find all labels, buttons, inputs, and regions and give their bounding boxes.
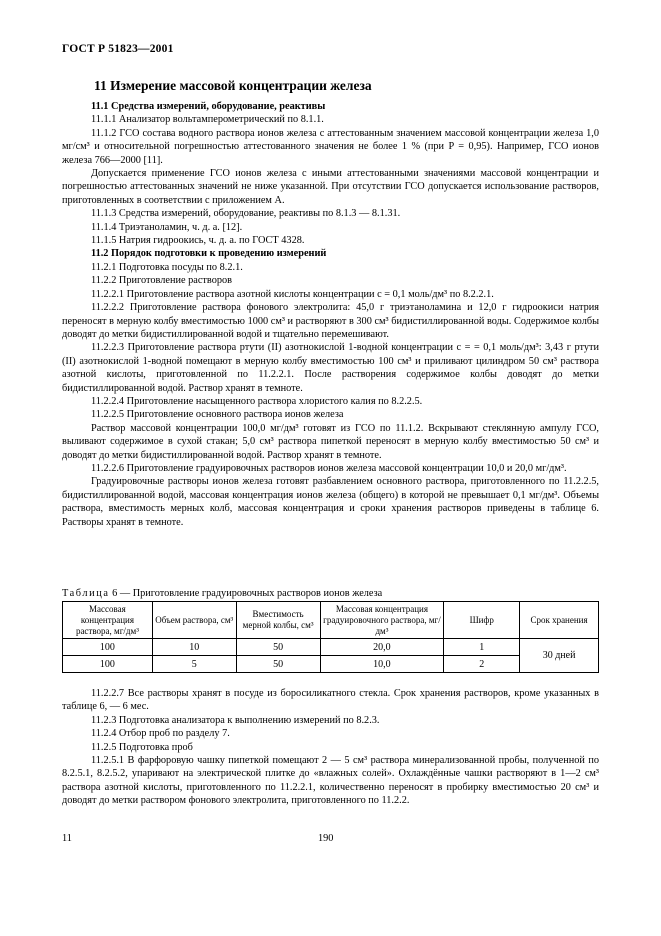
table-cell: 20,0 bbox=[320, 639, 444, 656]
paragraph: 11.2.5.1 В фарфоровую чашку пипеткой помещают 2 — 5 см³ раствора минерализованной пробы, полученной по 8.2.5.1, 8.2.5.2, упаривают на электрической плитке до «влажных солей». Охлаждённые чашки растворяют в 1—2 см³ раствора азотной кислоты, приготовленного по 11.2.2.1, количественно переносят в пробирку вместимостью 20 см³ и доводят до метки раствором фонового электролита, приготовленного по 11.2.2. bbox=[62, 755, 599, 807]
paragraph: 11.2.2.6 Приготовление градуировочных растворов ионов железа массовой концентрации 10,0 и 20,0 мг/дм³. bbox=[91, 462, 567, 474]
table-cell: 50 bbox=[236, 639, 320, 656]
table-header-cell: Массовая концентрация раствора, мг/дм³ bbox=[63, 602, 153, 639]
paragraph: 11.2.2 Приготовление растворов bbox=[91, 275, 233, 287]
standard-header: ГОСТ Р 51823—2001 bbox=[62, 43, 174, 55]
body-text-top bbox=[62, 100, 599, 529]
page-number-center: 190 bbox=[318, 833, 334, 844]
table-caption bbox=[62, 587, 382, 600]
paragraph: Допускается применение ГСО ионов железа с иными аттестованными значениями массовой концентрации и погрешностью аттестованных значений не ниже указанной. При отсутствии ГСО допускается использование растворов, приготовленных в соответствии с приложением А. bbox=[62, 168, 599, 206]
table-cell: 5 bbox=[152, 656, 236, 673]
table-header-cell: Шифр bbox=[444, 602, 520, 639]
table-caption-text: 6 — Приготовление градуировочных растворов ионов железа bbox=[112, 588, 383, 599]
table-header-cell: Объем раствора, см³ bbox=[152, 602, 236, 639]
table-header-cell: Массовая концентрация градуировочного раствора, мг/дм³ bbox=[320, 602, 444, 639]
paragraph: 11.2.2.2 Приготовление раствора фонового электролита: 45,0 г триэтаноламина и 12,0 г гидроокиси натрия переносят в мерную колбу вместимостью 1000 см³ и растворяют в 300 см³ бидистиллированной воды. Содержимое колбы доводят до метки бидистиллированной водой и тщательно перемешивают. bbox=[62, 302, 599, 340]
table-header-row bbox=[63, 602, 599, 639]
paragraph: 11.2.2.1 Приготовление раствора азотной кислоты концентрации c = 0,1 моль/дм³ по 8.2.2.1. bbox=[91, 288, 494, 300]
table-cell: 100 bbox=[63, 656, 153, 673]
table-header-cell: Срок хранения bbox=[520, 602, 599, 639]
paragraph: 11.1.3 Средства измерений, оборудование, реактивы по 8.1.3 — 8.1.31. bbox=[91, 208, 401, 220]
table-row bbox=[63, 639, 599, 656]
table-cell: 10 bbox=[152, 639, 236, 656]
paragraph: 11.2.2.7 Все растворы хранят в посуде из боросиликатного стекла. Срок хранения растворов, кроме указанных в таблице 6, — 6 мес. bbox=[62, 688, 599, 713]
table-caption-word: Таблица bbox=[62, 588, 110, 599]
table-6 bbox=[62, 601, 599, 673]
table-row bbox=[63, 656, 599, 673]
paragraph: 11.2.1 Подготовка посуды по 8.2.1. bbox=[91, 261, 243, 273]
table-cell: 100 bbox=[63, 639, 153, 656]
table-cell: 1 bbox=[444, 639, 520, 656]
paragraph: 11.2.4 Отбор проб по разделу 7. bbox=[91, 728, 230, 740]
paragraph: 11.1.5 Натрия гидроокись, ч. д. а. по ГОСТ 4328. bbox=[91, 235, 305, 247]
subsection-heading: 11.2 Порядок подготовки к проведению измерений bbox=[91, 248, 327, 260]
body-text-bottom bbox=[62, 687, 599, 808]
paragraph: 11.1.1 Анализатор вольтамперометрический по 8.1.1. bbox=[91, 114, 324, 126]
subsection-heading: 11.1 Средства измерений, оборудование, реактивы bbox=[91, 101, 326, 112]
paragraph: 11.2.2.3 Приготовление раствора ртути (II) азотнокислой 1-водной концентрации c = = 0,1 моль/дм³: 3,43 г ртути (II) азотнокислой 1-водной помещают в мерную колбу вместимостью 100 см³ и приливают цилиндром 50 см³ раствора азотной кислоты, приготовленной по 11.2.2.1. После растворения содержимое колбы доводят до метки бидистиллированной водой. Раствор хранят в темноте. bbox=[62, 342, 599, 394]
paragraph: 11.2.2.4 Приготовление насыщенного раствора хлористого калия по 8.2.2.5. bbox=[91, 395, 423, 407]
table-cell-storage: 30 дней bbox=[520, 639, 599, 673]
paragraph: 11.1.2 ГСО состава водного раствора ионов железа с аттестованным значением массовой концентрации железа 1,0 мг/см³ и относительной погрешностью аттестованного значения не более 1 % (при P = 0,95). Например, ГСО ионов железа 766—2000 [11]. bbox=[62, 127, 599, 166]
table-cell: 50 bbox=[236, 656, 320, 673]
section-title: 11 Измерение массовой концентрации железа bbox=[94, 78, 372, 93]
paragraph: 11.2.2.5 Приготовление основного раствора ионов железа bbox=[91, 409, 344, 421]
paragraph: 11.2.3 Подготовка анализатора к выполнению измерений по 8.2.3. bbox=[91, 714, 380, 726]
paragraph: 11.1.4 Триэтаноламин, ч. д. а. [12]. bbox=[91, 221, 243, 233]
paragraph: Раствор массовой концентрации 100,0 мг/дм³ готовят из ГСО по 11.1.2. Вскрывают стеклянную ампулу ГСО, выливают содержимое в сухой стакан; 5,0 см³ раствора пипеткой переносят в мерную колбу вместимостью 50 см³ и доводят до метки бидистиллированной водой. Раствор хранят в темноте. bbox=[62, 422, 599, 461]
paragraph: 11.2.5 Подготовка проб bbox=[91, 741, 193, 753]
table-header-cell: Вместимость мерной колбы, см³ bbox=[236, 602, 320, 639]
page-number-left: 11 bbox=[62, 833, 72, 844]
paragraph: Градуировочные растворы ионов железа готовят разбавлением основного раствора, приготовленного по 11.2.2.5, бидистиллированной водой, массовая концентрация ионов железа (общего) в которой не превышает 0,1 мг/дм³. Объемы раствора, вместимость мерных колб, массовая концентрация и сроки хранения растворов приведены в таблице 6. Растворы хранят в темноте. bbox=[62, 476, 599, 528]
table-cell: 10,0 bbox=[320, 656, 444, 673]
table-cell: 2 bbox=[444, 656, 520, 673]
